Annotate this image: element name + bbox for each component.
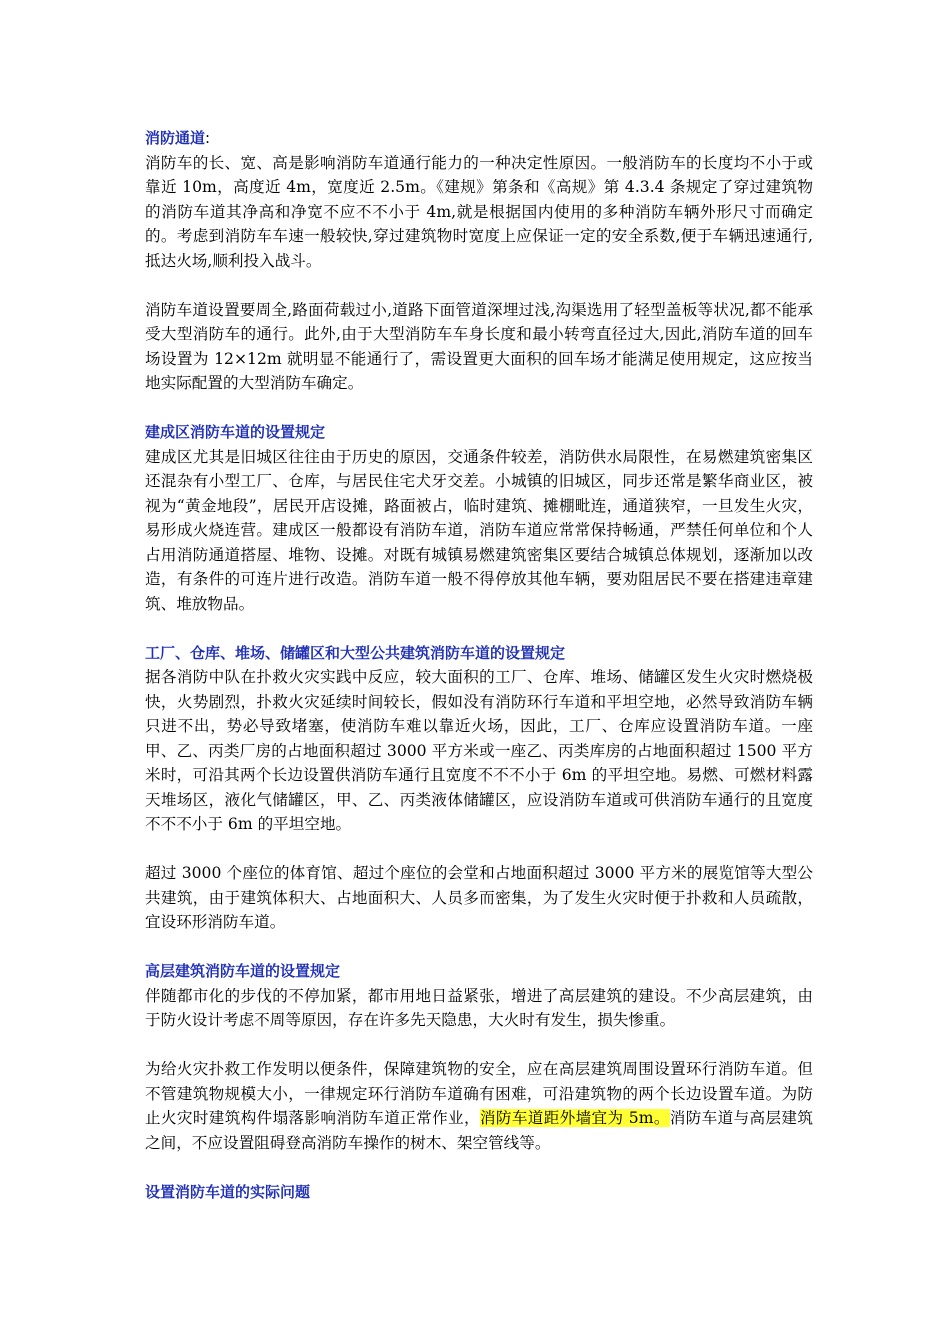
heading-colon: : <box>205 129 211 147</box>
section-heading: 设置消防车道的实际问题 <box>145 1182 311 1201</box>
section-built-up-area <box>145 420 813 616</box>
paragraph: 消防车道设置要周全,路面荷载过小,道路下面管道深埋过浅,沟渠选用了轻型盖板等状况,都不能承受大型消防车的通行。此外,由于大型消防车车身长度和最小转弯直径过大,因此,消防车道的回车场设置为 12×12m 就明显不能通行了，需设置更大面积的回车场才能满足使用规定，这应按当地实际配置的大型消防车确定。 <box>145 300 813 392</box>
section-heading: 高层建筑消防车道的设置规定 <box>145 962 341 980</box>
paragraph-text-after: 消防车道与高层建筑之间，不应设置阻碍登高消防车操作的树木、架空管线等。 <box>145 1109 813 1152</box>
document-body <box>145 126 813 1204</box>
paragraph: 伴随都市化的步伐的不停加紧，都市用地日益紧张，增进了高层建筑的建设。不少高层建筑，由于防火设计考虑不周等原因，存在许多先天隐患，大火时有发生，损失惨重。 <box>145 986 813 1029</box>
section-high-rise <box>145 959 813 1155</box>
paragraph-text-before: 为给火灾扑救工作发明以便条件，保障建筑物的安全，应在高层建筑周围设置环行消防车道。但不管建筑物规模大小，一律规定环行消防车道确有困难，可沿建筑物的两个长边设置车道。为防止火灾时建筑构件塌落影响消防车道正常作业， <box>145 1060 813 1127</box>
highlighted-text: 消防车道距外墙宜为 5m。 <box>479 1109 670 1127</box>
paragraph: 据各消防中队在扑救火灾实践中反应，较大面积的工厂、仓库、堆场、储罐区发生火灾时燃烧极快，火势剧烈，扑救火灾延续时间较长，假如没有消防环行车道和平坦空地，必然导致消防车辆只进不出，势必导致堵塞，使消防车难以靠近火场，因此，工厂、仓库应设置消防车道。一座甲、乙、丙类厂房的占地面积超过 3000 平方米或一座乙、丙类库房的占地面积超过 1500 平方米时，可沿其两个长边设置供消防车通行且宽度不不不小于 6m 的平坦空地。易燃、可燃材料露天堆场区，液化气储罐区，甲、乙、丙类液体储罐区，应设消防车道或可供消防车通行的且宽度不不不小于 6m 的平坦空地。 <box>145 668 813 833</box>
section-factory-warehouse <box>145 641 813 935</box>
section-practical-issues <box>145 1180 813 1205</box>
highlighted-paragraph <box>145 1057 813 1155</box>
section-heading: 消防通道: <box>145 129 211 147</box>
paragraph: 建成区尤其是旧城区往往由于历史的原因，交通条件较差，消防供水局限性，在易燃建筑密集区还混杂有小型工厂、仓库，与居民住宅犬牙交差。小城镇的旧城区，同步还常是繁华商业区，被视为“黄金地段”，居民开店设摊，路面被占，临时建筑、摊棚毗连，通道狭窄，一旦发生火灾，易形成火烧连营。建成区一般都设有消防车道，消防车道应常常保持畅通，严禁任何单位和个人占用消防通道搭屋、堆物、设摊。对既有城镇易燃建筑密集区要结合城镇总体规划，逐渐加以改造，有条件的可连片进行改造。消防车道一般不得停放其他车辆，要劝阻居民不要在搭建违章建筑、堆放物品。 <box>145 447 813 613</box>
section-fire-access <box>145 126 813 396</box>
section-heading: 工厂、仓库、堆场、储罐区和大型公共建筑消防车道的设置规定 <box>145 643 566 662</box>
section-heading: 建成区消防车道的设置规定 <box>145 423 326 441</box>
paragraph: 超过 3000 个座位的体育馆、超过个座位的会堂和占地面积超过 3000 平方米的展览馆等大型公共建筑，由于建筑体积大、占地面积大、人员多而密集，为了发生火灾时便于扑救和人员疏散，宜设环形消防车道。 <box>145 864 813 931</box>
paragraph: 消防车的长、宽、高是影响消防车道通行能力的一种决定性原因。一般消防车的长度均不小于或靠近 10m，高度近 4m，宽度近 2.5m。《建规》第条和《高规》第 4.3.4 条规定了穿过建筑物的消防车道其净高和净宽不应不不小于 4m,就是根据国内使用的多种消防车辆外形尺寸而确定的。考虑到消防车车速一般较快,穿过建筑物时宽度上应保证一定的安全系数,便于车辆迅速通行,抵达火场,顺利投入战斗。 <box>145 153 813 270</box>
